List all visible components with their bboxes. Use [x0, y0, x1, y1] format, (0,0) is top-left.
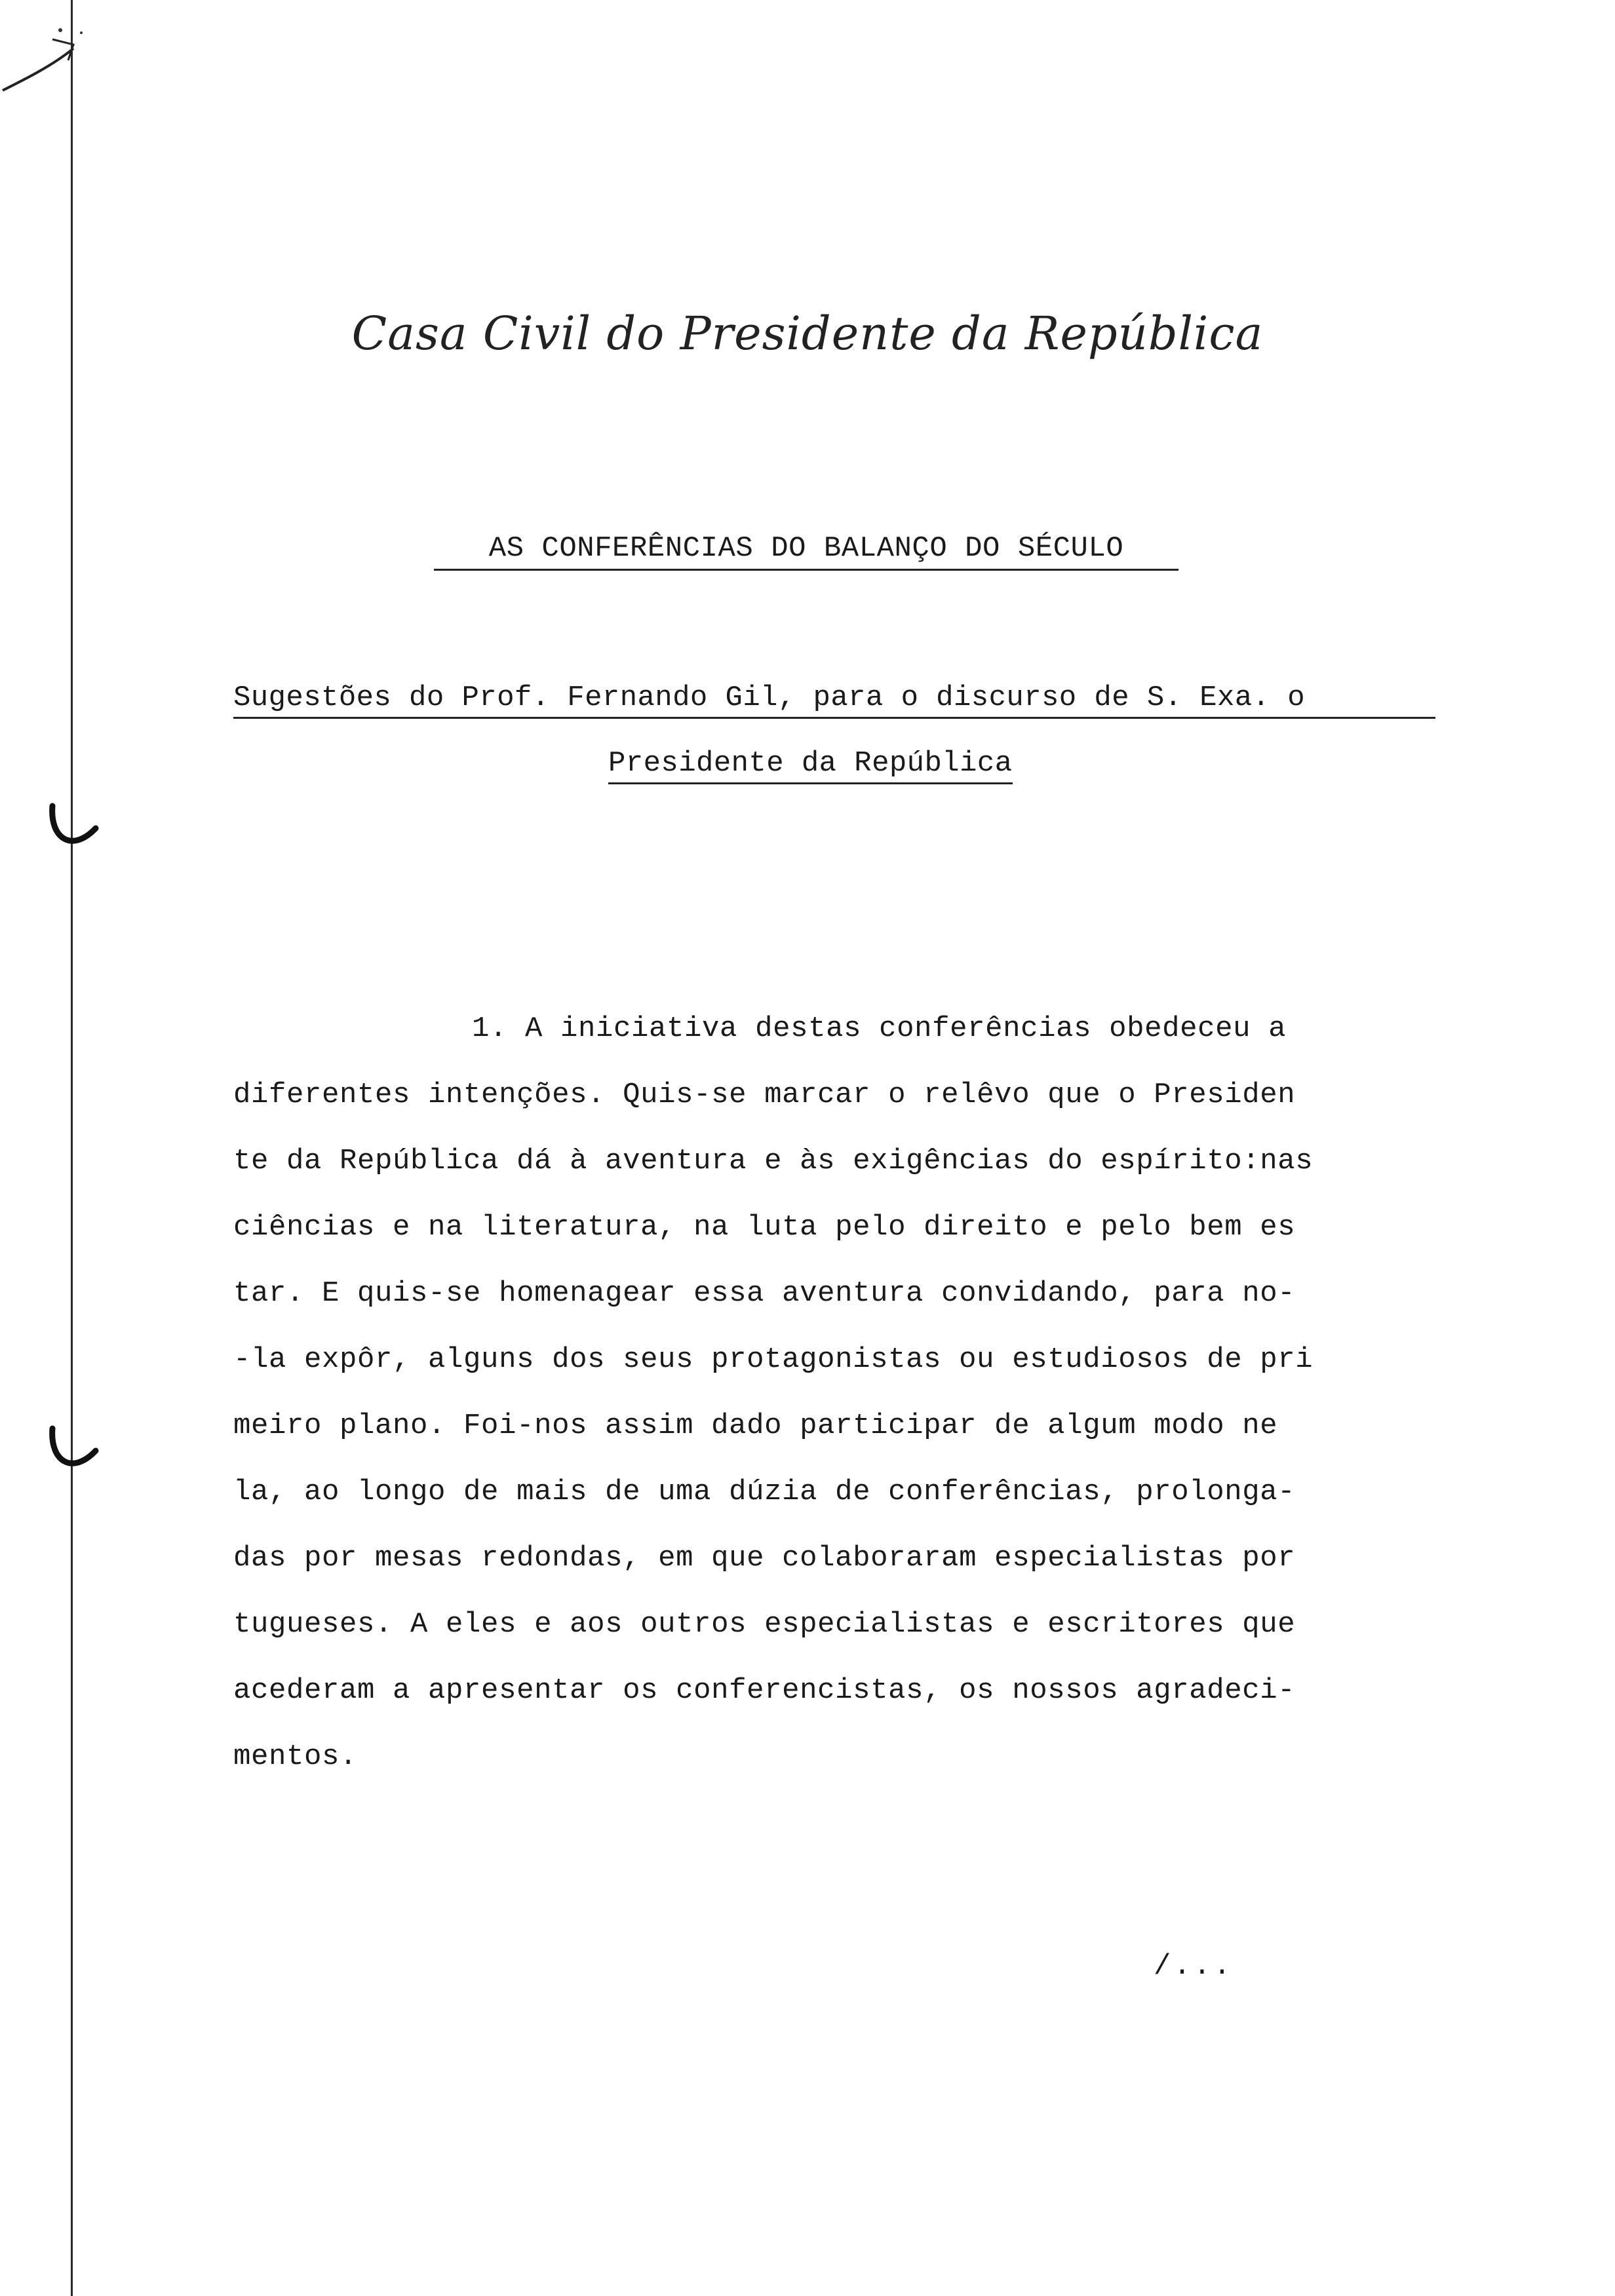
subtitle-line-1: Sugestões do Prof. Fernando Gil, para o discurso de S. Exa. o	[233, 681, 1435, 719]
body-line: -la expôr, alguns dos seus protagonistas ou estudiosos de pri	[233, 1343, 1313, 1376]
body-line: te da República dá à aventura e às exigências do espírito:nas	[233, 1145, 1313, 1177]
binding-tick-mark	[0, 13, 105, 105]
subtitle-line-2: Presidente da República	[608, 747, 1013, 784]
body-line: la, ao longo de mais de uma dúzia de conferências, prolonga-	[233, 1476, 1296, 1508]
continuation-mark: /...	[1154, 1950, 1234, 1983]
body-line: acederam a apresentar os conferencistas, os nossos agradeci-	[233, 1674, 1296, 1707]
body-paragraph	[233, 1003, 1433, 1797]
binding-hook-mark-lower	[46, 1422, 105, 1487]
body-line: 1. A iniciativa destas conferências obedeceu a	[472, 1012, 1287, 1045]
body-line: tar. E quis-se homenagear essa aventura convidando, para no-	[233, 1277, 1296, 1310]
body-line: meiro plano. Foi-nos assim dado participar de algum modo ne	[233, 1409, 1278, 1442]
body-line: mentos.	[233, 1740, 358, 1773]
body-line: diferentes intenções. Quis-se marcar o relêvo que o Presiden	[233, 1079, 1296, 1111]
binding-hook-mark-upper	[46, 799, 105, 865]
body-line: ciências e na literatura, na luta pelo direito e pelo bem es	[233, 1211, 1296, 1244]
body-line: tugueses. A eles e aos outros especialistas e escritores que	[233, 1608, 1296, 1641]
body-line: das por mesas redondas, em que colaboraram especialistas por	[233, 1542, 1296, 1575]
letterhead: Casa Civil do Presidente da República	[351, 307, 1264, 360]
document-title: AS CONFERÊNCIAS DO BALANÇO DO SÉCULO	[434, 532, 1178, 571]
